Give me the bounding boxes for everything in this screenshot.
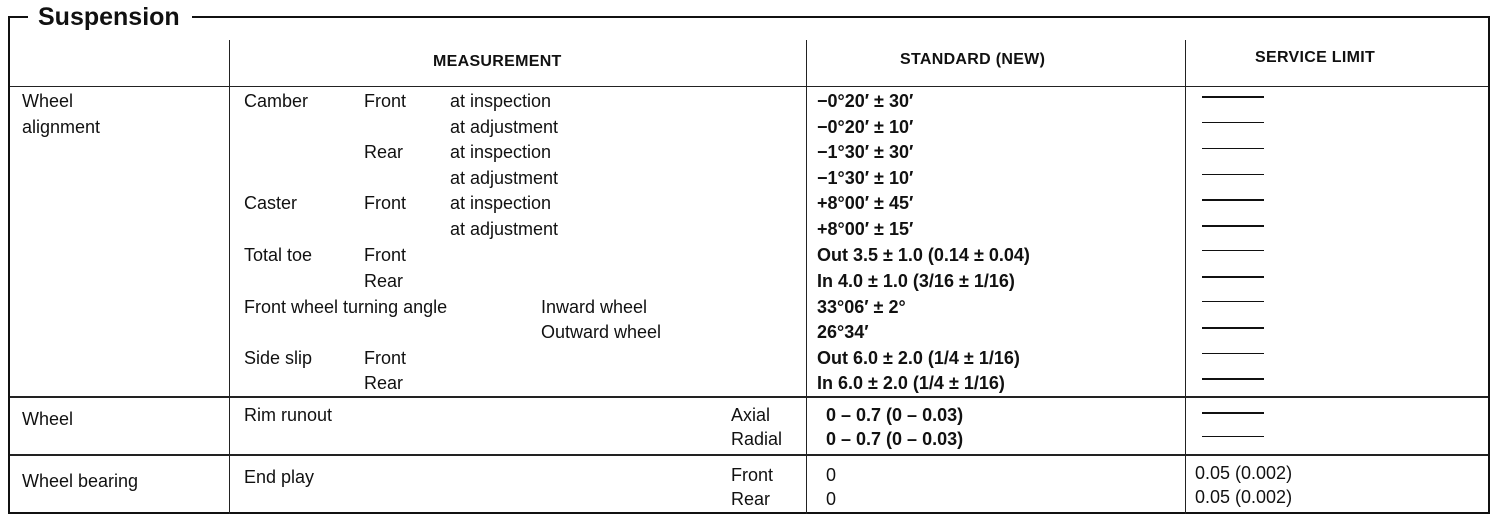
header-service-limit: SERVICE LIMIT	[1255, 49, 1376, 66]
value-bearing-rear-limit: 0.05 (0.002)	[1195, 487, 1293, 507]
service-limit-none	[1202, 96, 1264, 98]
label-rim-runout: Rim runout	[244, 405, 333, 425]
label-end-play: End play	[244, 467, 315, 487]
label-at-inspection: at inspection	[450, 142, 552, 162]
service-limit-none	[1202, 174, 1264, 175]
service-limit-none	[1202, 327, 1264, 329]
service-limit-none	[1202, 301, 1264, 302]
label-camber: Camber	[244, 91, 309, 111]
group-label-wheel: Wheel	[22, 409, 74, 429]
value-turning-inward: 33°06′ ± 2°	[817, 297, 906, 317]
value-slip-front: Out 6.0 ± 2.0 (1/4 ± 1/16)	[817, 348, 1020, 368]
service-limit-none	[1202, 148, 1264, 149]
value-bearing-rear-standard: 0	[826, 489, 837, 509]
service-limit-none	[1202, 412, 1264, 414]
service-limit-none	[1202, 250, 1264, 251]
label-at-adjustment: at adjustment	[450, 117, 559, 137]
header-divider	[10, 86, 1488, 87]
value-bearing-front-standard: 0	[826, 465, 837, 485]
value-camber-rear-inspection: −1°30′ ± 30′	[817, 142, 914, 162]
label-toe-rear: Rear	[364, 271, 404, 291]
label-outward-wheel: Outward wheel	[541, 322, 662, 342]
value-slip-rear: In 6.0 ± 2.0 (1/4 ± 1/16)	[817, 373, 1005, 393]
value-caster-front-inspection: +8°00′ ± 45′	[817, 193, 914, 213]
label-bearing-front: Front	[731, 465, 774, 485]
column-divider	[229, 40, 230, 514]
row-divider	[10, 396, 1488, 398]
label-at-adjustment: at adjustment	[450, 168, 559, 188]
group-label-wheel-alignment: Wheel	[22, 91, 74, 111]
service-limit-none	[1202, 378, 1264, 380]
label-axial: Axial	[731, 405, 771, 425]
label-bearing-rear: Rear	[731, 489, 771, 509]
label-at-adjustment: at adjustment	[450, 219, 559, 239]
column-divider	[1185, 40, 1186, 514]
header-measurement: MEASUREMENT	[433, 53, 562, 70]
label-total-toe: Total toe	[244, 245, 313, 265]
label-caster-front: Front	[364, 193, 407, 213]
label-camber-rear: Rear	[364, 142, 404, 162]
label-camber-front: Front	[364, 91, 407, 111]
row-divider	[10, 454, 1488, 456]
service-limit-none	[1202, 225, 1264, 227]
label-side-slip: Side slip	[244, 348, 313, 368]
value-axial: 0 – 0.7 (0 – 0.03)	[826, 405, 964, 425]
label-at-inspection: at inspection	[450, 193, 552, 213]
label-at-inspection: at inspection	[450, 91, 552, 111]
value-camber-front-inspection: −0°20′ ± 30′	[817, 91, 914, 111]
label-caster: Caster	[244, 193, 298, 213]
label-turning-angle: Front wheel turning angle	[244, 297, 448, 317]
section-title: Suspension	[28, 2, 192, 32]
label-toe-front: Front	[364, 245, 407, 265]
label-radial: Radial	[731, 429, 783, 449]
group-label-wheel-bearing: Wheel bearing	[22, 471, 139, 491]
value-toe-front: Out 3.5 ± 1.0 (0.14 ± 0.04)	[817, 245, 1030, 265]
service-limit-none	[1202, 436, 1264, 437]
value-turning-outward: 26°34′	[817, 322, 869, 342]
value-radial: 0 – 0.7 (0 – 0.03)	[826, 429, 964, 449]
service-limit-none	[1202, 276, 1264, 278]
service-limit-none	[1202, 122, 1264, 123]
value-camber-front-adjustment: −0°20′ ± 10′	[817, 117, 914, 137]
label-slip-front: Front	[364, 348, 407, 368]
value-toe-rear: In 4.0 ± 1.0 (3/16 ± 1/16)	[817, 271, 1015, 291]
service-limit-none	[1202, 353, 1264, 354]
value-camber-rear-adjustment: −1°30′ ± 10′	[817, 168, 914, 188]
service-limit-none	[1202, 199, 1264, 201]
group-label-wheel-alignment-line2: alignment	[22, 117, 101, 137]
header-standard: STANDARD (NEW)	[900, 51, 1046, 68]
label-inward-wheel: Inward wheel	[541, 297, 648, 317]
column-divider	[806, 40, 807, 514]
value-bearing-front-limit: 0.05 (0.002)	[1195, 463, 1293, 483]
value-caster-front-adjustment: +8°00′ ± 15′	[817, 219, 914, 239]
label-slip-rear: Rear	[364, 373, 404, 393]
